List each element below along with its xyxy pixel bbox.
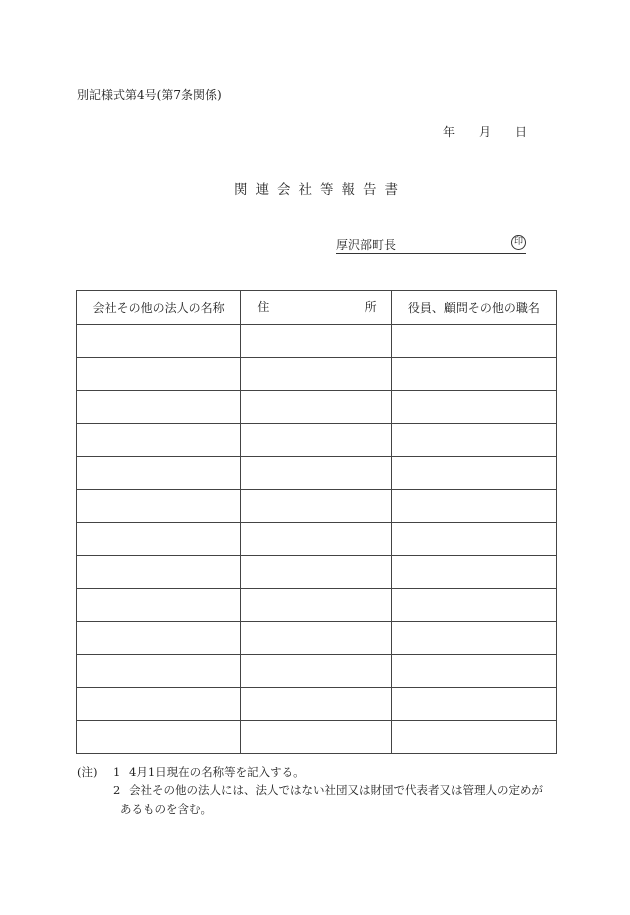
header-address bbox=[241, 291, 391, 325]
cell-company-name[interactable] bbox=[77, 490, 241, 523]
cell-address[interactable] bbox=[241, 457, 391, 490]
header-address-part1: 住 bbox=[257, 300, 270, 314]
date-day-label: 日 bbox=[515, 125, 528, 139]
addressee-line bbox=[336, 236, 526, 254]
cell-company-name[interactable] bbox=[77, 358, 241, 391]
header-address-part2: 所 bbox=[364, 300, 377, 314]
form-reference: 別記様式第4号(第7条関係) bbox=[77, 88, 222, 102]
table-row bbox=[77, 622, 557, 655]
cell-company-name[interactable] bbox=[77, 325, 241, 358]
note-2-number: 2 bbox=[113, 783, 121, 797]
cell-address[interactable] bbox=[241, 358, 391, 391]
cell-position[interactable] bbox=[391, 457, 556, 490]
notes-label: (注) bbox=[77, 765, 98, 779]
table-row bbox=[77, 589, 557, 622]
table-row bbox=[77, 721, 557, 754]
cell-position[interactable] bbox=[391, 523, 556, 556]
cell-position[interactable] bbox=[391, 655, 556, 688]
cell-company-name[interactable] bbox=[77, 424, 241, 457]
cell-company-name[interactable] bbox=[77, 589, 241, 622]
table-row bbox=[77, 556, 557, 589]
cell-address[interactable] bbox=[241, 655, 391, 688]
cell-company-name[interactable] bbox=[77, 556, 241, 589]
cell-company-name[interactable] bbox=[77, 622, 241, 655]
cell-position[interactable] bbox=[391, 391, 556, 424]
cell-position[interactable] bbox=[391, 325, 556, 358]
table-row bbox=[77, 457, 557, 490]
cell-address[interactable] bbox=[241, 721, 391, 754]
cell-address[interactable] bbox=[241, 325, 391, 358]
cell-position[interactable] bbox=[391, 490, 556, 523]
cell-address[interactable] bbox=[241, 622, 391, 655]
cell-company-name[interactable] bbox=[77, 457, 241, 490]
cell-company-name[interactable] bbox=[77, 721, 241, 754]
table-row bbox=[77, 655, 557, 688]
table-row bbox=[77, 358, 557, 391]
table-body bbox=[77, 325, 557, 754]
cell-address[interactable] bbox=[241, 589, 391, 622]
cell-company-name[interactable] bbox=[77, 655, 241, 688]
report-table bbox=[76, 290, 557, 754]
cell-address[interactable] bbox=[241, 556, 391, 589]
cell-position[interactable] bbox=[391, 358, 556, 391]
note-2-text-continued: あるものを含む。 bbox=[120, 802, 212, 816]
document-title: 関連会社等報告書 bbox=[234, 182, 406, 198]
note-2-text: 会社その他の法人には、法人ではない社団又は財団で代表者又は管理人の定めが bbox=[129, 783, 543, 797]
table-row bbox=[77, 523, 557, 556]
cell-position[interactable] bbox=[391, 688, 556, 721]
table-row bbox=[77, 490, 557, 523]
cell-address[interactable] bbox=[241, 490, 391, 523]
cell-address[interactable] bbox=[241, 391, 391, 424]
table-header-row bbox=[77, 291, 557, 325]
cell-address[interactable] bbox=[241, 688, 391, 721]
date-month-label: 月 bbox=[479, 125, 492, 139]
date-year-label: 年 bbox=[443, 125, 456, 139]
note-1-number: 1 bbox=[113, 765, 121, 779]
cell-address[interactable] bbox=[241, 424, 391, 457]
cell-position[interactable] bbox=[391, 622, 556, 655]
table-row bbox=[77, 688, 557, 721]
cell-company-name[interactable] bbox=[77, 523, 241, 556]
table-row bbox=[77, 325, 557, 358]
cell-company-name[interactable] bbox=[77, 688, 241, 721]
cell-address[interactable] bbox=[241, 523, 391, 556]
table-row bbox=[77, 424, 557, 457]
addressee-name: 厚沢部町長 bbox=[336, 238, 397, 252]
seal-mark: 印 bbox=[511, 235, 526, 250]
cell-position[interactable] bbox=[391, 556, 556, 589]
cell-position[interactable] bbox=[391, 589, 556, 622]
table-row bbox=[77, 391, 557, 424]
cell-position[interactable] bbox=[391, 424, 556, 457]
cell-position[interactable] bbox=[391, 721, 556, 754]
header-position: 役員、顧問その他の職名 bbox=[391, 291, 556, 325]
note-1-text: 4月1日現在の名称等を記入する。 bbox=[129, 765, 305, 779]
cell-company-name[interactable] bbox=[77, 391, 241, 424]
header-company-name: 会社その他の法人の名称 bbox=[77, 291, 241, 325]
